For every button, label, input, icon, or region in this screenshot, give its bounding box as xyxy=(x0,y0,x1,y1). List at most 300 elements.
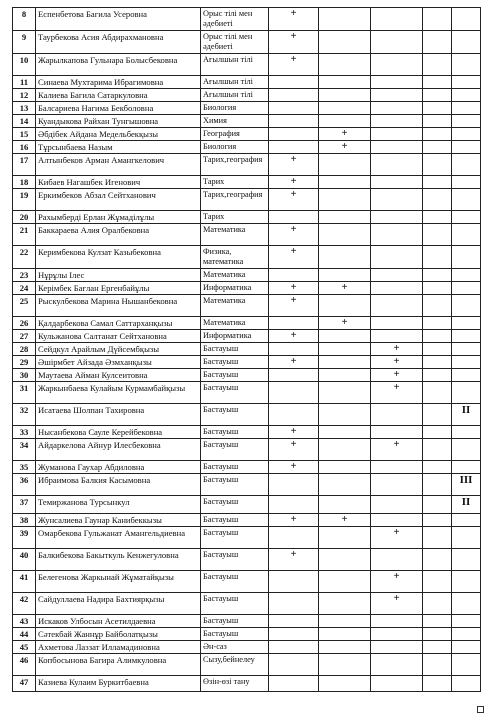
mark-col-1: + xyxy=(269,330,319,343)
teacher-name: Жунсалиева Гаунар Канибеккызы xyxy=(36,514,201,527)
mark-col-3 xyxy=(371,641,423,654)
category-mark: III xyxy=(452,474,481,496)
category-mark xyxy=(452,330,481,343)
row-number: 34 xyxy=(13,439,36,461)
mark-col-2 xyxy=(319,369,371,382)
mark-col-2 xyxy=(319,356,371,369)
mark-col-1 xyxy=(269,676,319,692)
table-row xyxy=(13,641,481,654)
mark-col-4 xyxy=(423,89,452,102)
table-row xyxy=(13,356,481,369)
mark-col-3 xyxy=(371,76,423,89)
mark-col-4 xyxy=(423,224,452,246)
mark-col-4 xyxy=(423,54,452,76)
row-number: 28 xyxy=(13,343,36,356)
teacher-subject: Математика xyxy=(201,317,269,330)
teacher-subject: Бастауыш xyxy=(201,356,269,369)
row-number: 43 xyxy=(13,615,36,628)
teacher-name: Еркимбеков Абзал Сейтханович xyxy=(36,189,201,211)
mark-col-3 xyxy=(371,404,423,426)
teacher-subject: Информатика xyxy=(201,330,269,343)
category-mark xyxy=(452,628,481,641)
category-mark xyxy=(452,641,481,654)
teacher-name: Айдаркелова Айнур Илесбековна xyxy=(36,439,201,461)
mark-col-1: + xyxy=(269,189,319,211)
teacher-subject: Бастауыш xyxy=(201,628,269,641)
mark-col-2 xyxy=(319,527,371,549)
teacher-subject: Математика xyxy=(201,295,269,317)
mark-col-3 xyxy=(371,282,423,295)
teacher-subject: География xyxy=(201,128,269,141)
teacher-name: Әбдібек Айдана Медельбекқызы xyxy=(36,128,201,141)
teacher-subject: Химия xyxy=(201,115,269,128)
mark-col-2 xyxy=(319,641,371,654)
teacher-subject: Бастауыш xyxy=(201,474,269,496)
mark-col-4 xyxy=(423,295,452,317)
mark-col-3 xyxy=(371,549,423,571)
table-row xyxy=(13,76,481,89)
table-row xyxy=(13,141,481,154)
teacher-name: Жарылкапова Гульнара Болысбековна xyxy=(36,54,201,76)
category-mark xyxy=(452,128,481,141)
mark-col-2 xyxy=(319,269,371,282)
mark-col-3 xyxy=(371,141,423,154)
mark-col-1 xyxy=(269,654,319,676)
row-number: 40 xyxy=(13,549,36,571)
mark-col-1 xyxy=(269,317,319,330)
row-number: 45 xyxy=(13,641,36,654)
mark-col-1: + xyxy=(269,8,319,31)
category-mark xyxy=(452,295,481,317)
teacher-subject: Орыс тілі мен әдебиеті xyxy=(201,8,269,31)
table-row xyxy=(13,496,481,514)
mark-col-4 xyxy=(423,641,452,654)
teacher-subject: Ән-сaз xyxy=(201,641,269,654)
row-number: 19 xyxy=(13,189,36,211)
table-row xyxy=(13,102,481,115)
mark-col-3 xyxy=(371,676,423,692)
mark-col-1 xyxy=(269,269,319,282)
mark-col-4 xyxy=(423,474,452,496)
mark-col-1 xyxy=(269,211,319,224)
teacher-name: Жаркынбаева Кулайым Курмамбайқызы xyxy=(36,382,201,404)
table-row xyxy=(13,593,481,615)
mark-col-2 xyxy=(319,224,371,246)
row-number: 29 xyxy=(13,356,36,369)
teacher-name: Искаков Улбосын Асетилдаевна xyxy=(36,615,201,628)
mark-col-3 xyxy=(371,426,423,439)
category-mark xyxy=(452,615,481,628)
teacher-name: Таурбекова Асия Абдирахмановна xyxy=(36,31,201,54)
row-number: 14 xyxy=(13,115,36,128)
teacher-name: Кульжанова Салтанат Сейтхановна xyxy=(36,330,201,343)
category-mark xyxy=(452,154,481,176)
mark-col-1 xyxy=(269,615,319,628)
teacher-name: Баккараева Алия Оралбековна xyxy=(36,224,201,246)
table-row xyxy=(13,426,481,439)
table-row xyxy=(13,54,481,76)
category-mark: II xyxy=(452,404,481,426)
mark-col-1 xyxy=(269,404,319,426)
mark-col-1 xyxy=(269,76,319,89)
category-mark xyxy=(452,356,481,369)
mark-col-4 xyxy=(423,128,452,141)
teacher-name: Еспенбетова Багила Усеровна xyxy=(36,8,201,31)
table-row xyxy=(13,404,481,426)
teacher-subject: Бастауыш xyxy=(201,404,269,426)
mark-col-2 xyxy=(319,31,371,54)
mark-col-1 xyxy=(269,102,319,115)
teacher-subject: Бастауыш xyxy=(201,461,269,474)
mark-col-1 xyxy=(269,115,319,128)
table-row xyxy=(13,474,481,496)
mark-col-1 xyxy=(269,496,319,514)
mark-col-1: + xyxy=(269,224,319,246)
mark-col-3 xyxy=(371,269,423,282)
teacher-subject: Бастауыш xyxy=(201,426,269,439)
teachers-table xyxy=(12,7,481,692)
table-row xyxy=(13,654,481,676)
teacher-name: Исатаева Шолпан Тахировна xyxy=(36,404,201,426)
mark-col-4 xyxy=(423,269,452,282)
table-row xyxy=(13,615,481,628)
table-row xyxy=(13,514,481,527)
category-mark xyxy=(452,426,481,439)
mark-col-2 xyxy=(319,154,371,176)
teacher-name: Ахметова Лаззат Илламадиновна xyxy=(36,641,201,654)
mark-col-1 xyxy=(269,382,319,404)
mark-col-4 xyxy=(423,549,452,571)
mark-col-4 xyxy=(423,31,452,54)
category-mark xyxy=(452,654,481,676)
mark-col-3: + xyxy=(371,343,423,356)
teacher-subject: Биология xyxy=(201,141,269,154)
table-row xyxy=(13,295,481,317)
mark-col-4 xyxy=(423,654,452,676)
mark-col-3 xyxy=(371,246,423,269)
teacher-subject: Бастауыш xyxy=(201,549,269,571)
mark-col-3: + xyxy=(371,356,423,369)
mark-col-4 xyxy=(423,115,452,128)
teacher-subject: Тарих xyxy=(201,176,269,189)
category-mark xyxy=(452,593,481,615)
teacher-subject: Бастауыш xyxy=(201,514,269,527)
row-number: 22 xyxy=(13,246,36,269)
teacher-name: Копбосынова Багира Алимкуловна xyxy=(36,654,201,676)
table-row xyxy=(13,676,481,692)
mark-col-2 xyxy=(319,102,371,115)
table-row xyxy=(13,549,481,571)
row-number: 26 xyxy=(13,317,36,330)
table-row xyxy=(13,439,481,461)
table-row xyxy=(13,343,481,356)
teacher-name: Маутаева Айман Кулсеитовна xyxy=(36,369,201,382)
mark-col-1 xyxy=(269,641,319,654)
table-row xyxy=(13,128,481,141)
mark-col-4 xyxy=(423,330,452,343)
table-row xyxy=(13,211,481,224)
mark-col-4 xyxy=(423,527,452,549)
mark-col-3: + xyxy=(371,571,423,593)
category-mark: II xyxy=(452,496,481,514)
row-number: 32 xyxy=(13,404,36,426)
teacher-name: Синаева Мухтарима Ибрагимовна xyxy=(36,76,201,89)
mark-col-2 xyxy=(319,628,371,641)
mark-col-2 xyxy=(319,176,371,189)
row-number: 17 xyxy=(13,154,36,176)
row-number: 11 xyxy=(13,76,36,89)
table-row xyxy=(13,246,481,269)
teacher-name: Тұрсынбаева Назым xyxy=(36,141,201,154)
mark-col-3 xyxy=(371,317,423,330)
category-mark xyxy=(452,8,481,31)
row-number: 47 xyxy=(13,676,36,692)
mark-col-2 xyxy=(319,330,371,343)
mark-col-2 xyxy=(319,211,371,224)
category-mark xyxy=(452,317,481,330)
mark-col-3 xyxy=(371,189,423,211)
mark-col-2 xyxy=(319,382,371,404)
row-number: 35 xyxy=(13,461,36,474)
mark-col-1: + xyxy=(269,514,319,527)
row-number: 16 xyxy=(13,141,36,154)
row-number: 30 xyxy=(13,369,36,382)
row-number: 41 xyxy=(13,571,36,593)
teacher-subject: Бастауыш xyxy=(201,571,269,593)
mark-col-4 xyxy=(423,317,452,330)
row-number: 8 xyxy=(13,8,36,31)
teacher-name: Рахымберді Ерлан Жұмаділұлы xyxy=(36,211,201,224)
teacher-name: Қалдарбекова Самал Саттарханқызы xyxy=(36,317,201,330)
mark-col-4 xyxy=(423,141,452,154)
mark-col-4 xyxy=(423,8,452,31)
row-number: 42 xyxy=(13,593,36,615)
mark-col-4 xyxy=(423,593,452,615)
teacher-subject: Ағылшын тілі xyxy=(201,89,269,102)
category-mark xyxy=(452,176,481,189)
mark-col-4 xyxy=(423,211,452,224)
teacher-subject: Ағылшын тілі xyxy=(201,54,269,76)
mark-col-4 xyxy=(423,102,452,115)
category-mark xyxy=(452,527,481,549)
mark-col-1: + xyxy=(269,356,319,369)
teacher-name: Кибаев Нагашбек Игенович xyxy=(36,176,201,189)
mark-col-2 xyxy=(319,246,371,269)
mark-col-1: + xyxy=(269,295,319,317)
mark-col-4 xyxy=(423,154,452,176)
teacher-subject: Бастауыш xyxy=(201,615,269,628)
category-mark xyxy=(452,189,481,211)
table-row xyxy=(13,176,481,189)
mark-col-2 xyxy=(319,76,371,89)
row-number: 10 xyxy=(13,54,36,76)
mark-col-3 xyxy=(371,461,423,474)
mark-col-4 xyxy=(423,343,452,356)
teacher-name: Белегенова Жаркынай Жұматайқызы xyxy=(36,571,201,593)
teacher-name: Әшірмбет Айзада Әзмханқызы xyxy=(36,356,201,369)
mark-col-1 xyxy=(269,128,319,141)
table-row xyxy=(13,527,481,549)
teacher-subject: Бастауыш xyxy=(201,593,269,615)
row-number: 9 xyxy=(13,31,36,54)
teacher-subject: Тарих,география xyxy=(201,154,269,176)
mark-col-2 xyxy=(319,615,371,628)
category-mark xyxy=(452,343,481,356)
mark-col-4 xyxy=(423,404,452,426)
mark-col-3: + xyxy=(371,369,423,382)
mark-col-3 xyxy=(371,102,423,115)
mark-col-2 xyxy=(319,426,371,439)
teacher-subject: Физика, математика xyxy=(201,246,269,269)
mark-col-4 xyxy=(423,356,452,369)
mark-col-3 xyxy=(371,176,423,189)
mark-col-3 xyxy=(371,154,423,176)
mark-col-4 xyxy=(423,439,452,461)
mark-col-2: + xyxy=(319,282,371,295)
mark-col-1 xyxy=(269,89,319,102)
mark-col-4 xyxy=(423,571,452,593)
mark-col-2 xyxy=(319,571,371,593)
category-mark xyxy=(452,76,481,89)
mark-col-2 xyxy=(319,54,371,76)
mark-col-3 xyxy=(371,654,423,676)
teacher-name: Калиева Багила Сатаркуловна xyxy=(36,89,201,102)
teacher-name: Жуманова Гаухар Абдиловна xyxy=(36,461,201,474)
table-row xyxy=(13,571,481,593)
mark-col-3: + xyxy=(371,527,423,549)
teacher-name: Рыскулбекова Марина Нышанбековна xyxy=(36,295,201,317)
mark-col-3 xyxy=(371,615,423,628)
mark-col-2 xyxy=(319,676,371,692)
teacher-name: Балсариева Нагима Бекболовна xyxy=(36,102,201,115)
teacher-name: Куандыкова Райхан Тунгышовна xyxy=(36,115,201,128)
mark-col-3 xyxy=(371,128,423,141)
row-number: 24 xyxy=(13,282,36,295)
mark-col-4 xyxy=(423,282,452,295)
teacher-subject: Сызу,бейнелеу xyxy=(201,654,269,676)
teacher-name: Сәтекбай Жаннұр Байболатқызы xyxy=(36,628,201,641)
mark-col-1 xyxy=(269,571,319,593)
teacher-name: Нұрұлы Ілес xyxy=(36,269,201,282)
table-row xyxy=(13,8,481,31)
mark-col-2: + xyxy=(319,128,371,141)
mark-col-4 xyxy=(423,382,452,404)
category-mark xyxy=(452,54,481,76)
table-row xyxy=(13,224,481,246)
row-number: 33 xyxy=(13,426,36,439)
mark-col-1: + xyxy=(269,282,319,295)
teacher-name: Сейдкул Арайлым Дүйсембқызы xyxy=(36,343,201,356)
row-number: 21 xyxy=(13,224,36,246)
teacher-subject: Тарих,география xyxy=(201,189,269,211)
mark-col-2 xyxy=(319,461,371,474)
category-mark xyxy=(452,676,481,692)
mark-col-3: + xyxy=(371,382,423,404)
mark-col-1: + xyxy=(269,549,319,571)
category-mark xyxy=(452,461,481,474)
teacher-subject: Бастауыш xyxy=(201,527,269,549)
teacher-name: Алтынбеков Арман Амангкелович xyxy=(36,154,201,176)
row-number: 31 xyxy=(13,382,36,404)
mark-col-4 xyxy=(423,189,452,211)
mark-col-4 xyxy=(423,514,452,527)
teacher-subject: Орыс тілі мен әдебиеті xyxy=(201,31,269,54)
teacher-name: Темиржанова Турсынкул xyxy=(36,496,201,514)
mark-col-2 xyxy=(319,404,371,426)
teacher-subject: Тарих xyxy=(201,211,269,224)
mark-col-4 xyxy=(423,461,452,474)
mark-col-2 xyxy=(319,89,371,102)
mark-col-2 xyxy=(319,549,371,571)
mark-col-3 xyxy=(371,474,423,496)
teacher-name: Керимбекова Кулзат Казыбековна xyxy=(36,246,201,269)
mark-col-2 xyxy=(319,474,371,496)
category-mark xyxy=(452,382,481,404)
mark-col-3 xyxy=(371,330,423,343)
category-mark xyxy=(452,31,481,54)
category-mark xyxy=(452,246,481,269)
mark-col-2 xyxy=(319,295,371,317)
category-mark xyxy=(452,115,481,128)
category-mark xyxy=(452,224,481,246)
mark-col-3 xyxy=(371,54,423,76)
teacher-subject: Бастауыш xyxy=(201,369,269,382)
category-mark xyxy=(452,439,481,461)
row-number: 44 xyxy=(13,628,36,641)
mark-col-3 xyxy=(371,224,423,246)
mark-col-3 xyxy=(371,115,423,128)
row-number: 15 xyxy=(13,128,36,141)
mark-col-3 xyxy=(371,514,423,527)
row-number: 18 xyxy=(13,176,36,189)
teacher-subject: Информатика xyxy=(201,282,269,295)
mark-col-1 xyxy=(269,369,319,382)
table-row xyxy=(13,115,481,128)
row-number: 36 xyxy=(13,474,36,496)
teacher-subject: Бастауыш xyxy=(201,343,269,356)
row-number: 46 xyxy=(13,654,36,676)
category-mark xyxy=(452,102,481,115)
teacher-subject: Бастауыш xyxy=(201,382,269,404)
teacher-name: Омарбекова Гульжанат Амангельдиевна xyxy=(36,527,201,549)
mark-col-4 xyxy=(423,246,452,269)
teacher-name: Нысанбекова Сауле Керейбековна xyxy=(36,426,201,439)
mark-col-3 xyxy=(371,211,423,224)
category-mark xyxy=(452,571,481,593)
mark-col-2 xyxy=(319,8,371,31)
teacher-name: Керімбек Бағлан Ергенбайұлы xyxy=(36,282,201,295)
mark-col-1: + xyxy=(269,246,319,269)
mark-col-2: + xyxy=(319,317,371,330)
row-number: 27 xyxy=(13,330,36,343)
category-mark xyxy=(452,549,481,571)
mark-col-2 xyxy=(319,189,371,211)
mark-col-3 xyxy=(371,8,423,31)
mark-col-1 xyxy=(269,343,319,356)
mark-col-3: + xyxy=(371,593,423,615)
mark-col-1 xyxy=(269,474,319,496)
mark-col-3 xyxy=(371,496,423,514)
table-row xyxy=(13,189,481,211)
mark-col-1: + xyxy=(269,154,319,176)
teacher-name: Сайдуллаева Надира Бахтиярқызы xyxy=(36,593,201,615)
mark-col-2 xyxy=(319,115,371,128)
table-row xyxy=(13,154,481,176)
teacher-subject: Математика xyxy=(201,224,269,246)
row-number: 20 xyxy=(13,211,36,224)
page-corner-marker xyxy=(477,706,484,713)
category-mark xyxy=(452,211,481,224)
